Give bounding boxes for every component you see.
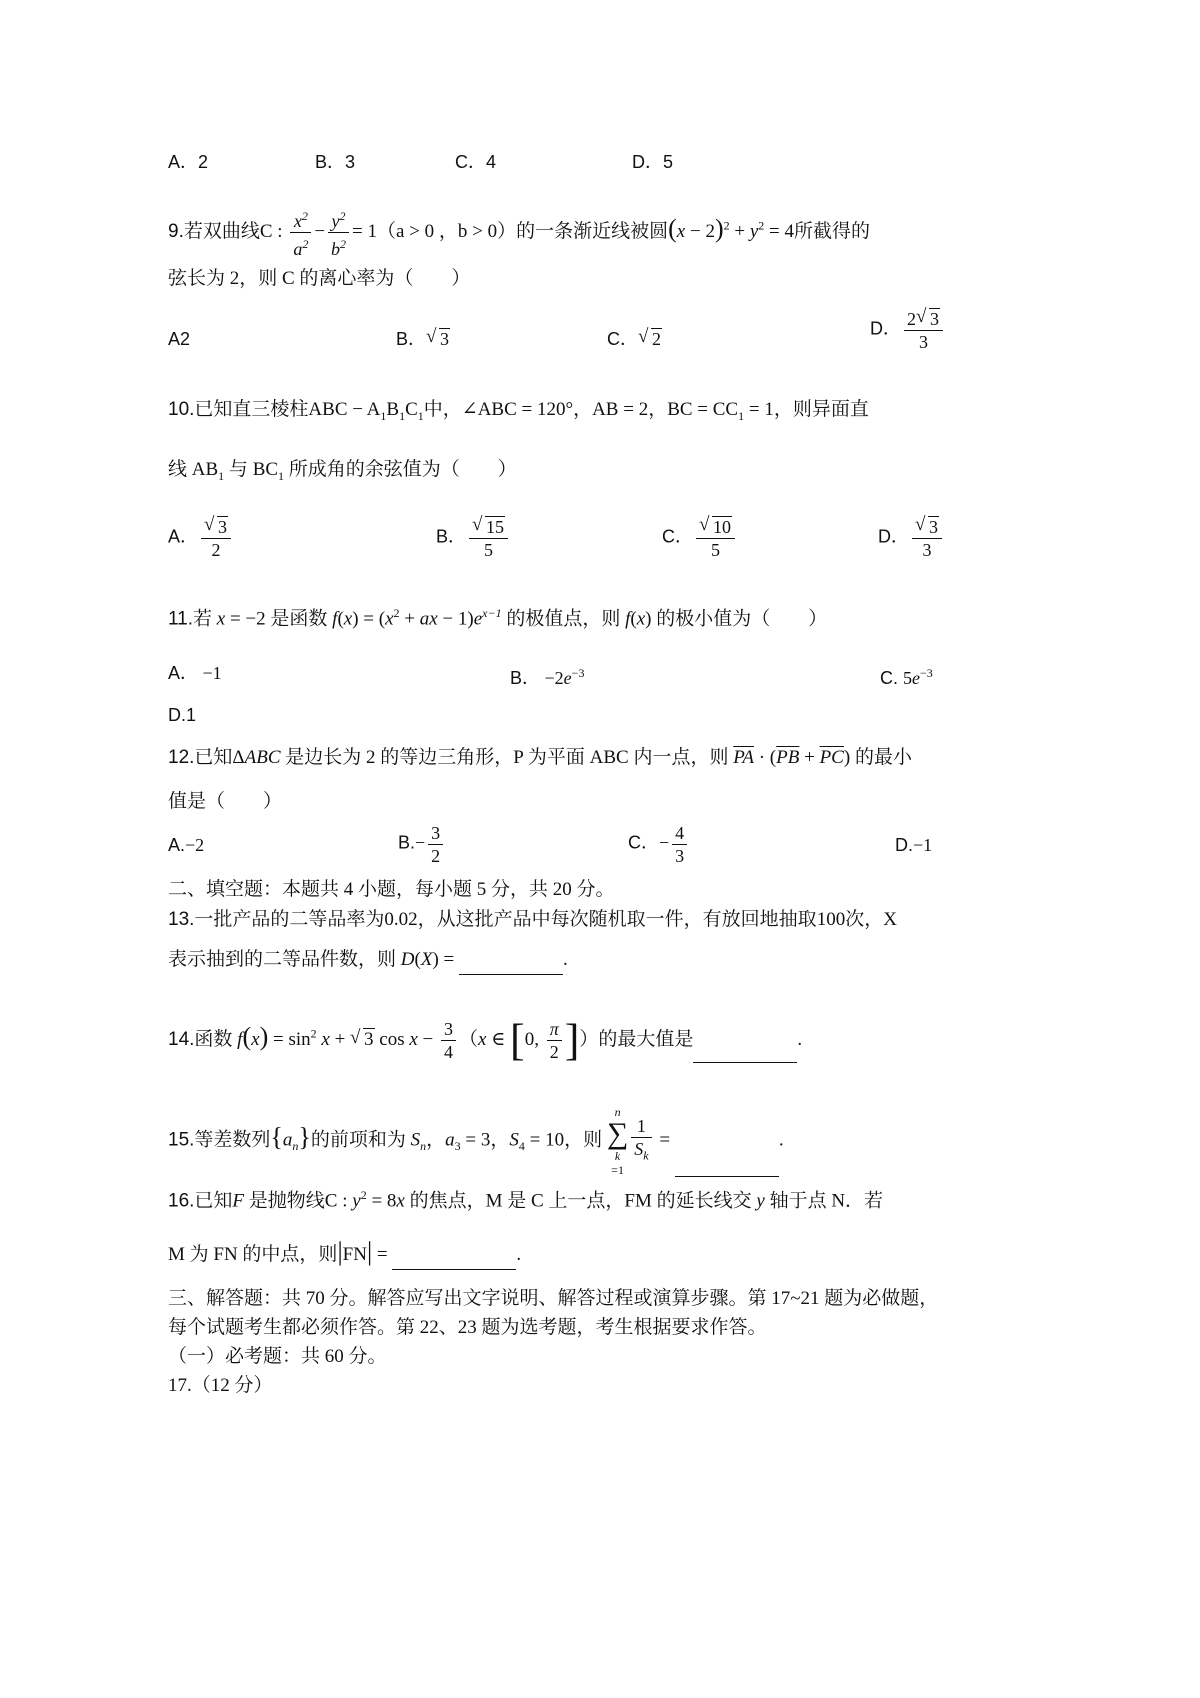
question-16: 16.已知F 是抛物线C : $y^2 = 8x$ 的焦点，M 是 C 上一点，FM 的延长线交 y 轴于点 N．若 — [168, 1188, 884, 1212]
q12-option-a: A.−2 — [168, 835, 205, 855]
q10-option-c: C． √ $\frac{10}{5}$ — [662, 516, 738, 561]
q9-option-d: D． $\frac{2 √ 3}{3}$ — [870, 308, 946, 353]
q8-option-a: A．2 — [168, 152, 209, 172]
q11-option-d: D.1 — [168, 705, 197, 725]
question-12: 12.已知ΔABC 是边长为 2 的等边三角形，P 为平面 ABC 内一点，则 $\overline{PA} \cdot (\overline{PB} + \overline{PC})$ 的最小 — [168, 747, 912, 768]
q8-option-c: C．4 — [455, 152, 497, 172]
q11-option-c: C. $5e^{-3}$ — [880, 666, 933, 688]
q12-option-c: C．− $\frac{4}{3}$ — [628, 822, 690, 867]
question-10-line2: 线 $AB_1$ 与 $BC_1$ 所成角的余弦值为（ ） — [168, 459, 517, 483]
q13-answer-blank — [459, 954, 563, 975]
q9-option-c: C． √ 2 — [607, 324, 662, 354]
section-3-line1: 三、解答题：共 70 分。解答应写出文字说明、解答过程或演算步骤。第 17~21 题为必做题， — [168, 1288, 939, 1309]
question-17: 17.（12 分） — [168, 1375, 273, 1396]
question-9-line2: 弦长为 2，则 C 的离心率为（ ） — [168, 268, 471, 289]
q12-option-d: D.−1 — [895, 835, 933, 855]
question-16-line2: M 为 FN 的中点，则|FN| = . — [168, 1237, 521, 1270]
q8-option-d: D．5 — [632, 152, 674, 172]
question-13: 13.一批产品的二等品率为0.02，从这批产品中每次随机取一件，有放回地抽取100次，X — [168, 909, 897, 930]
question-13-line2: 表示抽到的二等品件数，则 D(X) = . — [168, 945, 568, 975]
question-9: 9.若双曲线C : $\frac{x^2}{a^2}$ − $\frac{y^2}{b^2}$ = 1（a > 0 ，b > 0）的一条渐近线被圆$(x - 2)^2 + y^2 = 4$所截得的 — [168, 205, 870, 260]
question-11: 11.若 x = −2 是函数 $f(x) = (x^2$ + ax − $1)e^{x-1}$ 的极值点，则 f(x) 的极小值为（ ） — [168, 606, 828, 630]
q12-option-b: B.− $\frac{3}{2}$ — [398, 822, 446, 867]
q10-option-a: A． √ $\frac{3}{2}$ — [168, 516, 234, 561]
q9-option-b: B． √ 3 — [396, 324, 450, 354]
question-10: 10.已知直三棱柱ABC − $A_1B_1C_1$中，∠ABC = 120°，AB = 2，BC = $CC_1 = 1$，则异面直 — [168, 399, 869, 423]
q11-option-a: A． −1 — [168, 663, 222, 683]
q11-option-b: B． $-2e^{-3}$ — [510, 666, 585, 688]
question-12-line2: 值是（ ） — [168, 791, 283, 812]
q10-option-b: B． √ $\frac{15}{5}$ — [436, 516, 511, 561]
question-14: 14.函数 $f(x) = \sin^2 x$ + √ 3 cos x − $\frac{3}{4}$ （x ∈ [0, $\frac{\pi}{2}$ ]）的最大值是 . — [168, 1018, 802, 1063]
q9-option-a: A2 — [168, 329, 191, 349]
section-3-required-heading: （一）必考题：共 60 分。 — [168, 1346, 387, 1367]
q10-option-d: D． √ $\frac{3}{3}$ — [878, 516, 945, 561]
section-3-line2: 每个试题考生都必须作答。第 22、23 题为选考题，考生根据要求作答。 — [168, 1317, 767, 1338]
question-15: 15.等差数列$\{a_n\}$的前项和为 $S_n$，$a_3 = 3$，$S_4 = 10$，则 n ∑ k =1 $\frac{1}{S_k}$ = . — [168, 1105, 784, 1177]
section-2-heading: 二、填空题：本题共 4 小题，每小题 5 分，共 20 分。 — [168, 879, 615, 900]
q8-option-b: B．3 — [315, 152, 356, 172]
